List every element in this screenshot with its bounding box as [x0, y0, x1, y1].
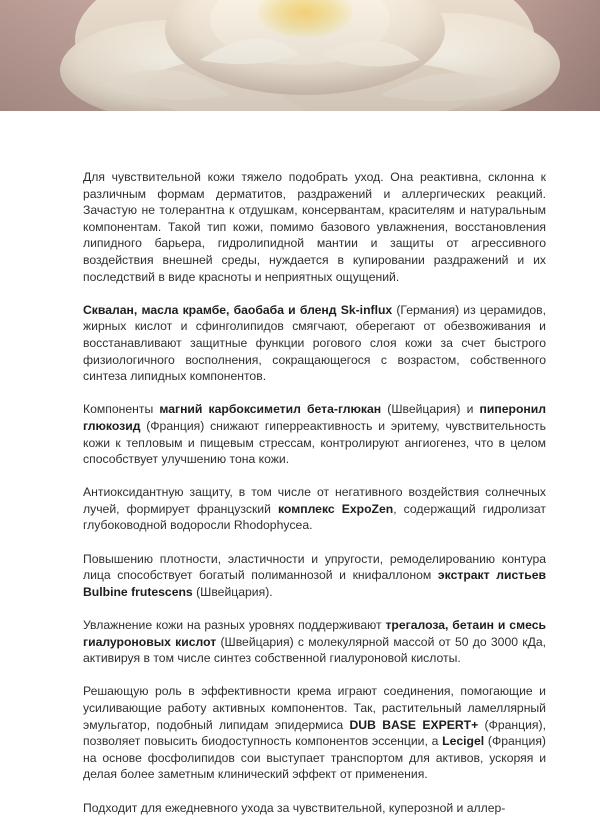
bold-term: трегалоза, бетаин и смесь гиалуроновых кислот: [83, 618, 546, 649]
text-segment: (Швейцария) и: [381, 402, 480, 417]
paragraph: [83, 551, 546, 601]
paragraph: [83, 401, 546, 467]
bold-term: комплекс ExpoZen: [277, 501, 394, 516]
text-segment: Повышению плотности, эластичности и упругости, ремоделированию контура лица способствует богатый полиманнозой и книфаллоном: [83, 551, 546, 583]
text-segment: Подходит для ежедневного ухода за чувствительной, куперозной и аллер-: [83, 800, 506, 815]
text-segment: , содержащий гидролизат глубоководной водоросли Rhodophycea.: [83, 501, 547, 533]
text-segment: (Швейцария) с молекулярной массой от 50 до 3000 кДа, активируя в том числе синтез собственной гиалуроновой кислоты.: [83, 634, 546, 666]
text-segment: Компоненты: [83, 402, 160, 417]
peony-flower-illustration: [0, 0, 600, 111]
paragraph: [83, 302, 546, 385]
text-segment: (Франция) снижают гиперреактивность и эритему, чувствительность кожи к тепловым и пищевым стрессам, контролируют ангиогенез, что в целом способствует улучшению тона кожи.: [83, 418, 546, 467]
bold-term: магний карбоксиметил бета-глюкан: [159, 402, 382, 417]
bold-term: Сквалан, масла крамбе, баобаба и бленд Sk-influx: [83, 302, 393, 317]
text-segment: Для чувствительной кожи тяжело подобрать уход. Она реактивна, склонна к различным формам дерматитов, раздражений и аллергических реакций. Зачастую не толерантна к отдушкам, консервантам, красителям и натуральным компонентам. Такой тип кожи, помимо базового увлажнения, восстановления липидного барьера, гидролипидной мантии и защиты от агрессивного воздействия внешней среды, нуждается в купировании раздражений и их последствий в виде красноты и неприятных ощущений.: [83, 170, 546, 284]
paragraph: [83, 683, 546, 783]
text-segment: Решающую роль в эффективности крема играют соединения, помогающие и усиливающие работу активных компонентов. Так, растительный ламеллярный эмульгатор, подобный липидам эпидермиса: [83, 684, 546, 732]
text-segment: (Швейцария).: [192, 584, 273, 599]
paragraph: [83, 484, 546, 534]
text-segment: (Франция), позволяет повысить биодоступность компонентов эссенции, а: [83, 717, 546, 749]
text-segment: Увлажнение кожи на разных уровнях поддерживают: [83, 618, 386, 633]
bold-term: экстракт листьев Bulbine frutescens: [83, 568, 546, 599]
paragraph: [83, 800, 546, 817]
text-segment: Антиоксидантную защиту, в том числе от негативного воздействия солнечных лучей, формирует французский: [83, 485, 546, 516]
paragraph: [83, 169, 546, 285]
bold-term: DUB BASE EXPERT+: [349, 717, 479, 732]
bold-term: Lecigel: [442, 734, 485, 749]
bold-term: пиперонил глюкозид: [83, 402, 546, 433]
text-segment: (Франция) на основе фосфолипидов сои выступает транспортом для активов, ускоряя и делая более заметным клинический эффект от применения.: [83, 734, 546, 782]
hero-flower-image: [0, 0, 600, 111]
text-segment: (Германия) из церамидов, жирных кислот и сфинголипидов смягчают, оберегают от обезвоживания и восстанавливают защитные функции рогового слоя кожи за счет быстрого физиологичного восполнения, сокращающегося с возрастом, собственного синтеза липидных компонентов.: [83, 302, 546, 384]
article-body: [83, 169, 546, 833]
paragraph: [83, 617, 546, 667]
